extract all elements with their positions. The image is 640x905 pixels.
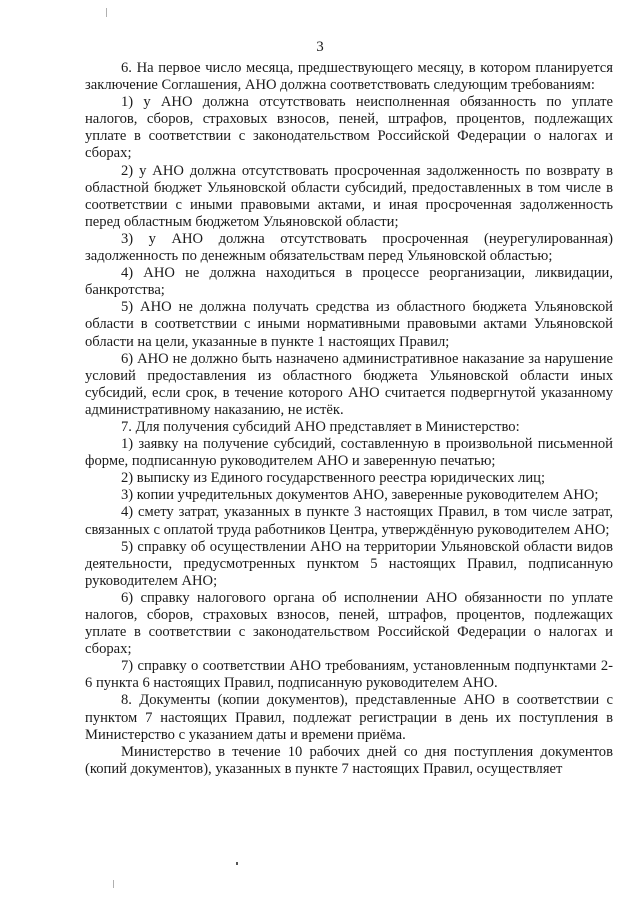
paragraph-7-item-3: 3) копии учредительных документов АНО, заверенные руководителем АНО; <box>121 487 599 504</box>
scan-speck <box>236 862 238 865</box>
paragraph-6-item-2: 2) у АНО должна отсутствовать просроченная задолженность по возврату в областной бюджет Ульяновской области субсидий, предоставленных в том числе в соответствии с иными правовыми актами, и иная просроченная задолженность перед областным бюджетом Ульяновской области; <box>85 162 613 230</box>
paragraph-6-item-4: 4) АНО не должна находиться в процессе реорганизации, ликвидации, банкротства; <box>85 265 613 299</box>
paragraph-7-item-2: 2) выписку из Единого государственного реестра юридических лиц; <box>121 470 546 487</box>
paragraph-6-item-1: 1) у АНО должна отсутствовать неисполненная обязанность по уплате налогов, сборов, страховых взносов, пеней, штрафов, процентов, подлежащих уплате в соответствии с законодательством Российской Федерации о налогах и сборах; <box>85 94 613 162</box>
paragraph-6-intro: 6. На первое число месяца, предшествующего месяцу, в котором планируется заключение Соглашения, АНО должна соответствовать следующим требованиям: <box>85 60 613 94</box>
page-number: 3 <box>316 39 324 55</box>
paragraph-8: 8. Документы (копии документов), представленные АНО в соответствии с пунктом 7 настоящих Правил, подлежат регистрации в день их поступления в Министерство с указанием даты и времени приёма. <box>85 692 613 743</box>
paragraph-6-item-3: 3) у АНО должна отсутствовать просроченная (неурегулированная) задолженность по денежным обязательствам перед Ульяновской областью; <box>85 230 613 265</box>
paragraph-6-item-6: 6) АНО не должно быть назначено административное наказание за нарушение условий предоставления из областного бюджета Ульяновской области иных субсидий, если срок, в течение которого АНО считается подвергнутой указанному административному наказанию, не истёк. <box>85 350 613 418</box>
paragraph-6-item-5: 5) АНО не должна получать средства из областного бюджета Ульяновской области в соответствии с иными нормативными правовыми актами Ульяновской области на цели, указанные в пункте 1 настоящих Правил; <box>85 299 613 350</box>
scan-mark <box>106 8 107 17</box>
paragraph-ministry: Министерство в течение 10 рабочих дней со дня поступления документов (копий документов), указанных в пункте 7 настоящих Правил, осуществляет <box>85 743 613 777</box>
scan-mark-bottom <box>113 880 114 888</box>
paragraph-7-intro: 7. Для получения субсидий АНО представляет в Министерство: <box>121 418 520 435</box>
paragraph-7-item-7: 7) справку о соответствии АНО требованиям, установленным подпунктами 2-6 пункта 6 настоящих Правил, подписанную руководителем АНО. <box>85 658 613 692</box>
paragraph-7-item-1: 1) заявку на получение субсидий, составленную в произвольной письменной форме, подписанную руководителем АНО и заверенную печатью; <box>85 436 613 470</box>
paragraph-7-item-4: 4) смету затрат, указанных в пункте 3 настоящих Правил, в том числе затрат, связанных с оплатой труда работников Центра, утверждённую руководителем АНО; <box>85 504 613 538</box>
paragraph-7-item-5: 5) справку об осуществлении АНО на территории Ульяновской области видов деятельности, предусмотренных пунктом 5 настоящих Правил, подписанную руководителем АНО; <box>85 538 613 589</box>
document-body <box>85 60 613 778</box>
paragraph-7-item-6: 6) справку налогового органа об исполнении АНО обязанности по уплате налогов, сборов, страховых взносов, пеней, штрафов, процентов, подлежащих уплате в соответствии с законодательством Российской Федерации о налогах и сборах; <box>85 589 613 658</box>
